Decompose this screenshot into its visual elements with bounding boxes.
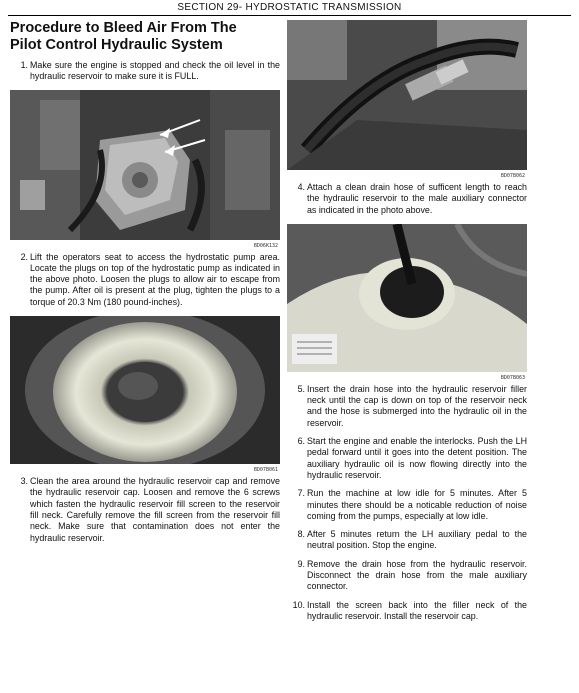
section-title: SECTION 29- HYDROSTATIC TRANSMISSION (177, 2, 402, 13)
photo-caption: BD06K132 (253, 242, 278, 249)
step-1 (10, 60, 280, 83)
aux-connector-photo (287, 20, 527, 170)
step-number: 4. (297, 182, 305, 192)
step-number: 10. (292, 599, 305, 610)
step-text: Remove the drain hose from the hydraulic reservoir. Disconnect the drain hose from the male auxiliary connector. (307, 558, 527, 592)
step-6 (287, 436, 527, 481)
step-number: 7. (297, 488, 305, 499)
drain-hose-photo (287, 224, 527, 372)
drain-hose-image (287, 224, 527, 372)
step-10 (287, 600, 527, 623)
step-9 (287, 559, 527, 593)
step-number: 1. (20, 60, 28, 70)
step-number: 5. (297, 383, 305, 394)
procedure-title (10, 20, 280, 54)
step-8 (287, 529, 527, 552)
step-4 (287, 182, 527, 216)
step-text: Make sure the engine is stopped and check the oil level in the hydraulic reservoir to make sure it is FULL. (30, 60, 280, 82)
pump-photo-block (10, 90, 280, 249)
step-5 (287, 384, 527, 429)
reservoir-neck-image (10, 316, 280, 464)
reservoir-neck-photo-block (10, 316, 280, 474)
procedure-title-line2: Pilot Control Hydraulic System (10, 37, 223, 53)
step-text: Lift the operators seat to access the hydrostatic pump area. Locate the plugs on top of the hydrostatic pump as indicated in the above photo. Loosen the plugs to allow air to escape from the pump. After oil is present at the plug, tighten the plugs to a torque of 20.3 Nm (180 pound-inches). (30, 251, 280, 307)
step-text: Attach a clean drain hose of sufficent length to reach the hydraulic reservoir to the male auxiliary connector as indicated in the photo above. (307, 182, 527, 215)
right-column (287, 20, 527, 622)
step-text: Start the engine and enable the interlocks. Push the LH pedal forward until it goes into the detent position. The auxiliary hydraulic oil is now flowing directly into the hydraulic reservoir. (307, 436, 527, 480)
photo-caption: BD07B062 (500, 173, 525, 179)
step-text: After 5 minutes return the LH auxiliary pedal to the neutral position. Stop the engine. (307, 529, 527, 551)
hydrostatic-pump-photo (10, 90, 280, 240)
step-text: Install the screen back into the filler neck of the hydraulic reservoir. Install the reservoir cap. (307, 599, 527, 621)
aux-connector-image (287, 20, 527, 170)
step-number: 8. (297, 529, 305, 540)
step-number: 2. (20, 251, 28, 262)
pump-photo-image (10, 90, 280, 240)
photo-caption: BD07B061 (253, 467, 278, 474)
step-text: Clean the area around the hydraulic reservoir cap and remove the hydraulic reservoir cap. Loosen and remove the 6 screws which fasten the hydraulic reservoir fill screen to the reservoir fill neck. Carefully remove the fill screen from the reservoir fill neck. Make sure that contamination does not enter the hydraulic reservoir. (30, 476, 280, 543)
drain-hose-photo-block (287, 224, 527, 381)
header-rule (8, 15, 571, 16)
step-text: Run the machine at low idle for 5 minutes. After 5 minutes there should be a noticable reduction of noise coming from the pumps, especially at low idle. (307, 488, 527, 521)
procedure-title-line1: Procedure to Bleed Air From The (10, 20, 237, 36)
step-7 (287, 488, 527, 522)
step-2 (10, 252, 280, 308)
photo-caption: BD07B063 (500, 374, 525, 381)
reservoir-neck-photo (10, 316, 280, 464)
step-3 (10, 476, 280, 544)
step-text: Insert the drain hose into the hydraulic reservoir filler neck until the cap is down on top of the reservoir neck and the hose is submerged into the hydraulic oil in the reservoir. (307, 383, 527, 428)
left-column (10, 20, 280, 544)
step-number: 6. (297, 436, 305, 447)
page-header (0, 0, 579, 16)
aux-connector-photo-block (287, 20, 527, 179)
step-number: 9. (297, 558, 305, 569)
step-number: 3. (20, 476, 28, 487)
